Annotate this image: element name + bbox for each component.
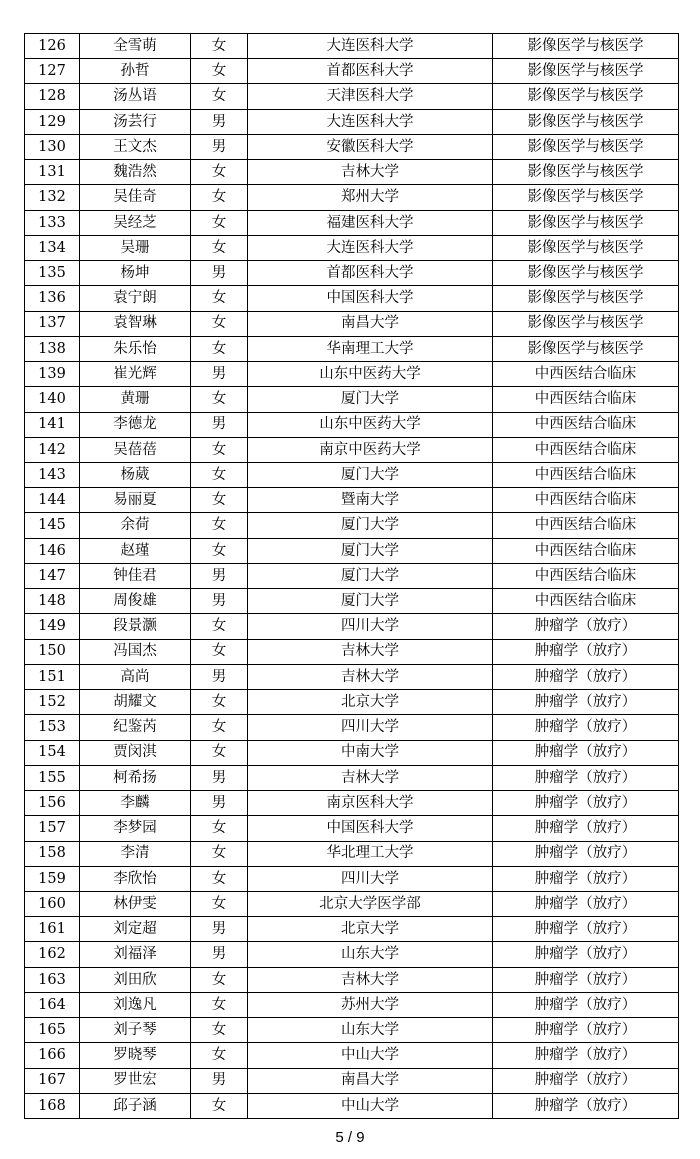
university-cell: 大连医科大学 <box>248 109 493 134</box>
student-name-cell: 孙哲 <box>80 59 191 84</box>
row-number-cell: 140 <box>25 387 80 412</box>
student-name-cell: 袁智琳 <box>80 311 191 336</box>
gender-cell: 男 <box>191 589 248 614</box>
major-cell: 影像医学与核医学 <box>493 59 679 84</box>
row-number-cell: 157 <box>25 816 80 841</box>
student-name-cell: 全雪萌 <box>80 34 191 59</box>
gender-cell: 男 <box>191 109 248 134</box>
university-cell: 中山大学 <box>248 1093 493 1118</box>
university-cell: 华北理工大学 <box>248 841 493 866</box>
gender-cell: 男 <box>191 917 248 942</box>
gender-cell: 女 <box>191 488 248 513</box>
gender-cell: 男 <box>191 664 248 689</box>
gender-cell: 女 <box>191 513 248 538</box>
row-number-cell: 150 <box>25 639 80 664</box>
table-row <box>25 134 679 159</box>
university-cell: 厦门大学 <box>248 589 493 614</box>
major-cell: 肿瘤学（放疗） <box>493 690 679 715</box>
table-row <box>25 992 679 1017</box>
table-row <box>25 841 679 866</box>
row-number-cell: 162 <box>25 942 80 967</box>
gender-cell: 男 <box>191 1068 248 1093</box>
university-cell: 厦门大学 <box>248 387 493 412</box>
university-cell: 吉林大学 <box>248 967 493 992</box>
major-cell: 肿瘤学（放疗） <box>493 816 679 841</box>
student-name-cell: 吴经芝 <box>80 210 191 235</box>
major-cell: 影像医学与核医学 <box>493 109 679 134</box>
table-row <box>25 614 679 639</box>
table-row <box>25 160 679 185</box>
gender-cell: 女 <box>191 387 248 412</box>
table-row <box>25 513 679 538</box>
gender-cell: 女 <box>191 891 248 916</box>
gender-cell: 男 <box>191 563 248 588</box>
row-number-cell: 146 <box>25 538 80 563</box>
table-row <box>25 84 679 109</box>
major-cell: 影像医学与核医学 <box>493 261 679 286</box>
university-cell: 四川大学 <box>248 715 493 740</box>
student-name-cell: 吴蓓蓓 <box>80 437 191 462</box>
student-name-cell: 邱子涵 <box>80 1093 191 1118</box>
student-name-cell: 李清 <box>80 841 191 866</box>
major-cell: 肿瘤学（放疗） <box>493 765 679 790</box>
major-cell: 肿瘤学（放疗） <box>493 1093 679 1118</box>
row-number-cell: 135 <box>25 261 80 286</box>
university-cell: 中国医科大学 <box>248 286 493 311</box>
major-cell: 影像医学与核医学 <box>493 34 679 59</box>
row-number-cell: 164 <box>25 992 80 1017</box>
major-cell: 肿瘤学（放疗） <box>493 891 679 916</box>
gender-cell: 女 <box>191 967 248 992</box>
row-number-cell: 148 <box>25 589 80 614</box>
table-row <box>25 942 679 967</box>
student-name-cell: 赵瑾 <box>80 538 191 563</box>
table-row <box>25 664 679 689</box>
major-cell: 中西医结合临床 <box>493 589 679 614</box>
row-number-cell: 138 <box>25 336 80 361</box>
university-cell: 苏州大学 <box>248 992 493 1017</box>
student-name-cell: 刘福泽 <box>80 942 191 967</box>
student-name-cell: 冯国杰 <box>80 639 191 664</box>
student-name-cell: 魏浩然 <box>80 160 191 185</box>
row-number-cell: 152 <box>25 690 80 715</box>
row-number-cell: 126 <box>25 34 80 59</box>
row-number-cell: 127 <box>25 59 80 84</box>
major-cell: 肿瘤学（放疗） <box>493 992 679 1017</box>
row-number-cell: 168 <box>25 1093 80 1118</box>
gender-cell: 女 <box>191 740 248 765</box>
university-cell: 山东大学 <box>248 942 493 967</box>
major-cell: 肿瘤学（放疗） <box>493 639 679 664</box>
row-number-cell: 149 <box>25 614 80 639</box>
row-number-cell: 153 <box>25 715 80 740</box>
row-number-cell: 144 <box>25 488 80 513</box>
university-cell: 中国医科大学 <box>248 816 493 841</box>
table-row <box>25 639 679 664</box>
major-cell: 影像医学与核医学 <box>493 311 679 336</box>
major-cell: 中西医结合临床 <box>493 362 679 387</box>
table-row <box>25 866 679 891</box>
table-row <box>25 109 679 134</box>
university-cell: 吉林大学 <box>248 765 493 790</box>
university-cell: 大连医科大学 <box>248 235 493 260</box>
table-row <box>25 387 679 412</box>
major-cell: 肿瘤学（放疗） <box>493 1043 679 1068</box>
row-number-cell: 139 <box>25 362 80 387</box>
university-cell: 南京医科大学 <box>248 791 493 816</box>
university-cell: 四川大学 <box>248 614 493 639</box>
row-number-cell: 129 <box>25 109 80 134</box>
university-cell: 厦门大学 <box>248 513 493 538</box>
student-name-cell: 朱乐怡 <box>80 336 191 361</box>
major-cell: 中西医结合临床 <box>493 513 679 538</box>
major-cell: 肿瘤学（放疗） <box>493 917 679 942</box>
row-number-cell: 147 <box>25 563 80 588</box>
gender-cell: 女 <box>191 538 248 563</box>
table-row <box>25 538 679 563</box>
major-cell: 影像医学与核医学 <box>493 235 679 260</box>
table-row <box>25 740 679 765</box>
table-row <box>25 715 679 740</box>
gender-cell: 女 <box>191 992 248 1017</box>
university-cell: 南京中医药大学 <box>248 437 493 462</box>
student-name-cell: 李梦园 <box>80 816 191 841</box>
university-cell: 南昌大学 <box>248 311 493 336</box>
student-name-cell: 柯希扬 <box>80 765 191 790</box>
row-number-cell: 137 <box>25 311 80 336</box>
row-number-cell: 154 <box>25 740 80 765</box>
table-row <box>25 1093 679 1118</box>
table-row <box>25 412 679 437</box>
gender-cell: 女 <box>191 185 248 210</box>
table-row <box>25 311 679 336</box>
student-name-cell: 杨坤 <box>80 261 191 286</box>
row-number-cell: 142 <box>25 437 80 462</box>
table-row <box>25 336 679 361</box>
table-row <box>25 816 679 841</box>
row-number-cell: 128 <box>25 84 80 109</box>
student-name-cell: 纪鉴芮 <box>80 715 191 740</box>
row-number-cell: 167 <box>25 1068 80 1093</box>
major-cell: 影像医学与核医学 <box>493 160 679 185</box>
university-cell: 四川大学 <box>248 866 493 891</box>
university-cell: 山东大学 <box>248 1018 493 1043</box>
table-row <box>25 286 679 311</box>
university-cell: 吉林大学 <box>248 664 493 689</box>
university-cell: 福建医科大学 <box>248 210 493 235</box>
gender-cell: 女 <box>191 59 248 84</box>
university-cell: 首都医科大学 <box>248 261 493 286</box>
university-cell: 北京大学 <box>248 690 493 715</box>
university-cell: 郑州大学 <box>248 185 493 210</box>
university-cell: 南昌大学 <box>248 1068 493 1093</box>
major-cell: 肿瘤学（放疗） <box>493 740 679 765</box>
row-number-cell: 163 <box>25 967 80 992</box>
table-row <box>25 967 679 992</box>
row-number-cell: 141 <box>25 412 80 437</box>
university-cell: 吉林大学 <box>248 160 493 185</box>
row-number-cell: 130 <box>25 134 80 159</box>
student-name-cell: 易丽夏 <box>80 488 191 513</box>
student-name-cell: 吴佳奇 <box>80 185 191 210</box>
table-row <box>25 462 679 487</box>
table-row <box>25 488 679 513</box>
university-cell: 厦门大学 <box>248 563 493 588</box>
university-cell: 山东中医药大学 <box>248 412 493 437</box>
student-name-cell: 杨葳 <box>80 462 191 487</box>
student-name-cell: 钟佳君 <box>80 563 191 588</box>
major-cell: 影像医学与核医学 <box>493 286 679 311</box>
major-cell: 中西医结合临床 <box>493 412 679 437</box>
major-cell: 肿瘤学（放疗） <box>493 841 679 866</box>
gender-cell: 女 <box>191 1093 248 1118</box>
university-cell: 山东中医药大学 <box>248 362 493 387</box>
row-number-cell: 165 <box>25 1018 80 1043</box>
row-number-cell: 158 <box>25 841 80 866</box>
student-name-cell: 余荷 <box>80 513 191 538</box>
gender-cell: 女 <box>191 1043 248 1068</box>
gender-cell: 女 <box>191 1018 248 1043</box>
gender-cell: 男 <box>191 134 248 159</box>
major-cell: 影像医学与核医学 <box>493 84 679 109</box>
student-name-cell: 胡耀文 <box>80 690 191 715</box>
student-name-cell: 刘田欣 <box>80 967 191 992</box>
row-number-cell: 133 <box>25 210 80 235</box>
student-name-cell: 李欣怡 <box>80 866 191 891</box>
student-name-cell: 黄珊 <box>80 387 191 412</box>
major-cell: 中西医结合临床 <box>493 387 679 412</box>
student-name-cell: 刘子琴 <box>80 1018 191 1043</box>
gender-cell: 女 <box>191 84 248 109</box>
major-cell: 中西医结合临床 <box>493 563 679 588</box>
page-number: 5 / 9 <box>335 1129 365 1146</box>
row-number-cell: 131 <box>25 160 80 185</box>
table-row <box>25 891 679 916</box>
row-number-cell: 151 <box>25 664 80 689</box>
table-row <box>25 235 679 260</box>
major-cell: 肿瘤学（放疗） <box>493 967 679 992</box>
gender-cell: 男 <box>191 791 248 816</box>
major-cell: 中西医结合临床 <box>493 488 679 513</box>
table-row <box>25 362 679 387</box>
student-name-cell: 罗晓琴 <box>80 1043 191 1068</box>
gender-cell: 女 <box>191 614 248 639</box>
row-number-cell: 155 <box>25 765 80 790</box>
university-cell: 北京大学 <box>248 917 493 942</box>
student-name-cell: 汤芸行 <box>80 109 191 134</box>
student-name-cell: 罗世宏 <box>80 1068 191 1093</box>
major-cell: 影像医学与核医学 <box>493 185 679 210</box>
gender-cell: 女 <box>191 866 248 891</box>
gender-cell: 女 <box>191 160 248 185</box>
row-number-cell: 156 <box>25 791 80 816</box>
gender-cell: 女 <box>191 235 248 260</box>
student-name-cell: 李德龙 <box>80 412 191 437</box>
university-cell: 厦门大学 <box>248 462 493 487</box>
gender-cell: 女 <box>191 715 248 740</box>
student-name-cell: 刘定超 <box>80 917 191 942</box>
gender-cell: 男 <box>191 412 248 437</box>
student-name-cell: 林伊雯 <box>80 891 191 916</box>
student-name-cell: 贾闵淇 <box>80 740 191 765</box>
university-cell: 中山大学 <box>248 1043 493 1068</box>
major-cell: 中西医结合临床 <box>493 538 679 563</box>
table-row <box>25 34 679 59</box>
gender-cell: 女 <box>191 816 248 841</box>
gender-cell: 女 <box>191 210 248 235</box>
table-row <box>25 589 679 614</box>
university-cell: 大连医科大学 <box>248 34 493 59</box>
table-row <box>25 765 679 790</box>
table-row <box>25 1043 679 1068</box>
major-cell: 中西医结合临床 <box>493 437 679 462</box>
major-cell: 中西医结合临床 <box>493 462 679 487</box>
student-name-cell: 周俊雄 <box>80 589 191 614</box>
gender-cell: 女 <box>191 286 248 311</box>
university-cell: 中南大学 <box>248 740 493 765</box>
university-cell: 厦门大学 <box>248 538 493 563</box>
table-row <box>25 791 679 816</box>
gender-cell: 男 <box>191 765 248 790</box>
university-cell: 天津医科大学 <box>248 84 493 109</box>
student-name-cell: 段景灏 <box>80 614 191 639</box>
major-cell: 影像医学与核医学 <box>493 134 679 159</box>
row-number-cell: 166 <box>25 1043 80 1068</box>
gender-cell: 女 <box>191 690 248 715</box>
gender-cell: 女 <box>191 437 248 462</box>
gender-cell: 女 <box>191 336 248 361</box>
row-number-cell: 145 <box>25 513 80 538</box>
table-row <box>25 185 679 210</box>
gender-cell: 男 <box>191 362 248 387</box>
gender-cell: 男 <box>191 261 248 286</box>
roster-body <box>25 34 679 1119</box>
row-number-cell: 132 <box>25 185 80 210</box>
gender-cell: 女 <box>191 311 248 336</box>
major-cell: 影像医学与核医学 <box>493 210 679 235</box>
table-row <box>25 261 679 286</box>
university-cell: 暨南大学 <box>248 488 493 513</box>
student-name-cell: 崔光辉 <box>80 362 191 387</box>
major-cell: 肿瘤学（放疗） <box>493 614 679 639</box>
university-cell: 吉林大学 <box>248 639 493 664</box>
student-name-cell: 刘逸凡 <box>80 992 191 1017</box>
gender-cell: 男 <box>191 942 248 967</box>
university-cell: 安徽医科大学 <box>248 134 493 159</box>
major-cell: 肿瘤学（放疗） <box>493 791 679 816</box>
student-name-cell: 袁宁朗 <box>80 286 191 311</box>
major-cell: 肿瘤学（放疗） <box>493 866 679 891</box>
university-cell: 首都医科大学 <box>248 59 493 84</box>
gender-cell: 女 <box>191 462 248 487</box>
row-number-cell: 134 <box>25 235 80 260</box>
table-row <box>25 210 679 235</box>
table-row <box>25 690 679 715</box>
student-name-cell: 高尚 <box>80 664 191 689</box>
table-row <box>25 437 679 462</box>
student-name-cell: 汤丛语 <box>80 84 191 109</box>
student-name-cell: 吴珊 <box>80 235 191 260</box>
university-cell: 华南理工大学 <box>248 336 493 361</box>
student-name-cell: 王文杰 <box>80 134 191 159</box>
roster-table <box>24 33 679 1119</box>
major-cell: 肿瘤学（放疗） <box>493 1018 679 1043</box>
table-row <box>25 563 679 588</box>
major-cell: 肿瘤学（放疗） <box>493 1068 679 1093</box>
major-cell: 肿瘤学（放疗） <box>493 942 679 967</box>
major-cell: 影像医学与核医学 <box>493 336 679 361</box>
major-cell: 肿瘤学（放疗） <box>493 664 679 689</box>
major-cell: 肿瘤学（放疗） <box>493 715 679 740</box>
row-number-cell: 143 <box>25 462 80 487</box>
row-number-cell: 160 <box>25 891 80 916</box>
row-number-cell: 161 <box>25 917 80 942</box>
table-row <box>25 1068 679 1093</box>
gender-cell: 女 <box>191 841 248 866</box>
gender-cell: 女 <box>191 34 248 59</box>
university-cell: 北京大学医学部 <box>248 891 493 916</box>
table-row <box>25 1018 679 1043</box>
student-name-cell: 李麟 <box>80 791 191 816</box>
table-row <box>25 917 679 942</box>
table-row <box>25 59 679 84</box>
gender-cell: 女 <box>191 639 248 664</box>
row-number-cell: 136 <box>25 286 80 311</box>
row-number-cell: 159 <box>25 866 80 891</box>
